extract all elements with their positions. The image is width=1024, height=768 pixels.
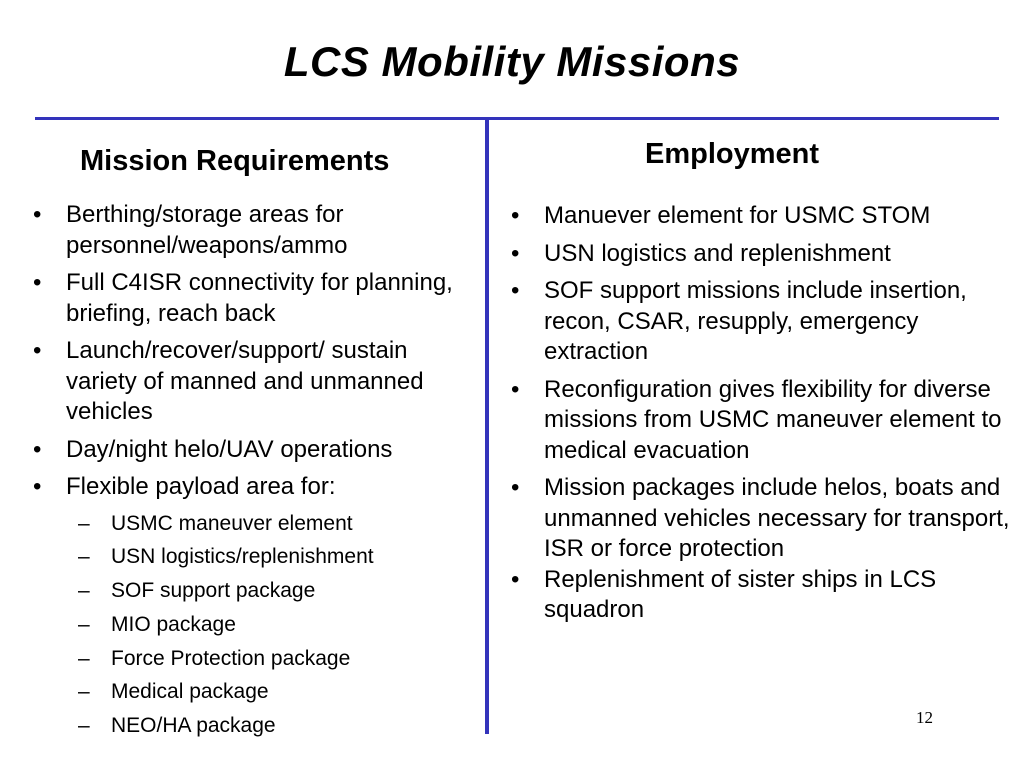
list-item-flexible-payload bbox=[30, 472, 470, 743]
list-item: • Full C4ISR connectivity for planning, briefing, reach back bbox=[30, 268, 470, 329]
sub-list-item: – NEO/HA package bbox=[66, 709, 470, 743]
list-item: • Replenishment of sister ships in LCS squadron bbox=[508, 565, 1013, 626]
list-item: • Berthing/storage areas for personnel/weapons/ammo bbox=[30, 200, 470, 261]
list-item: • SOF support missions include insertion, recon, CSAR, resupply, emergency extraction bbox=[508, 276, 1013, 368]
list-item: • Manuever element for USMC STOM bbox=[508, 201, 1013, 232]
page-number: 12 bbox=[916, 708, 933, 727]
list-item-label: Flexible payload area for: bbox=[66, 473, 336, 500]
sub-list-item: – Medical package bbox=[66, 675, 470, 709]
list-item: • Reconfiguration gives flexibility for diverse missions from USMC maneuver element to medical evacuation bbox=[508, 375, 1013, 467]
sub-list-item: – MIO package bbox=[66, 608, 470, 642]
sub-list-item: – Force Protection package bbox=[66, 642, 470, 676]
mission-requirements-heading: Mission Requirements bbox=[80, 145, 390, 177]
mission-requirements-list bbox=[30, 200, 470, 750]
payload-sub-list bbox=[66, 507, 470, 744]
employment-list bbox=[508, 201, 1013, 633]
list-item: • Mission packages include helos, boats and unmanned vehicles necessary for transport, ISR or force protection bbox=[508, 473, 1013, 565]
sub-list-item: – USMC maneuver element bbox=[66, 507, 470, 541]
list-item: • USN logistics and replenishment bbox=[508, 239, 1013, 270]
column-divider bbox=[485, 120, 489, 734]
sub-list-item: – USN logistics/replenishment bbox=[66, 540, 470, 574]
employment-heading: Employment bbox=[645, 138, 820, 170]
title-divider bbox=[35, 117, 999, 120]
list-item: • Launch/recover/support/ sustain variety of manned and unmanned vehicles bbox=[30, 336, 470, 428]
sub-list-item: – SOF support package bbox=[66, 574, 470, 608]
slide-title: LCS Mobility Missions bbox=[283, 38, 741, 85]
list-item: • Day/night helo/UAV operations bbox=[30, 435, 470, 466]
